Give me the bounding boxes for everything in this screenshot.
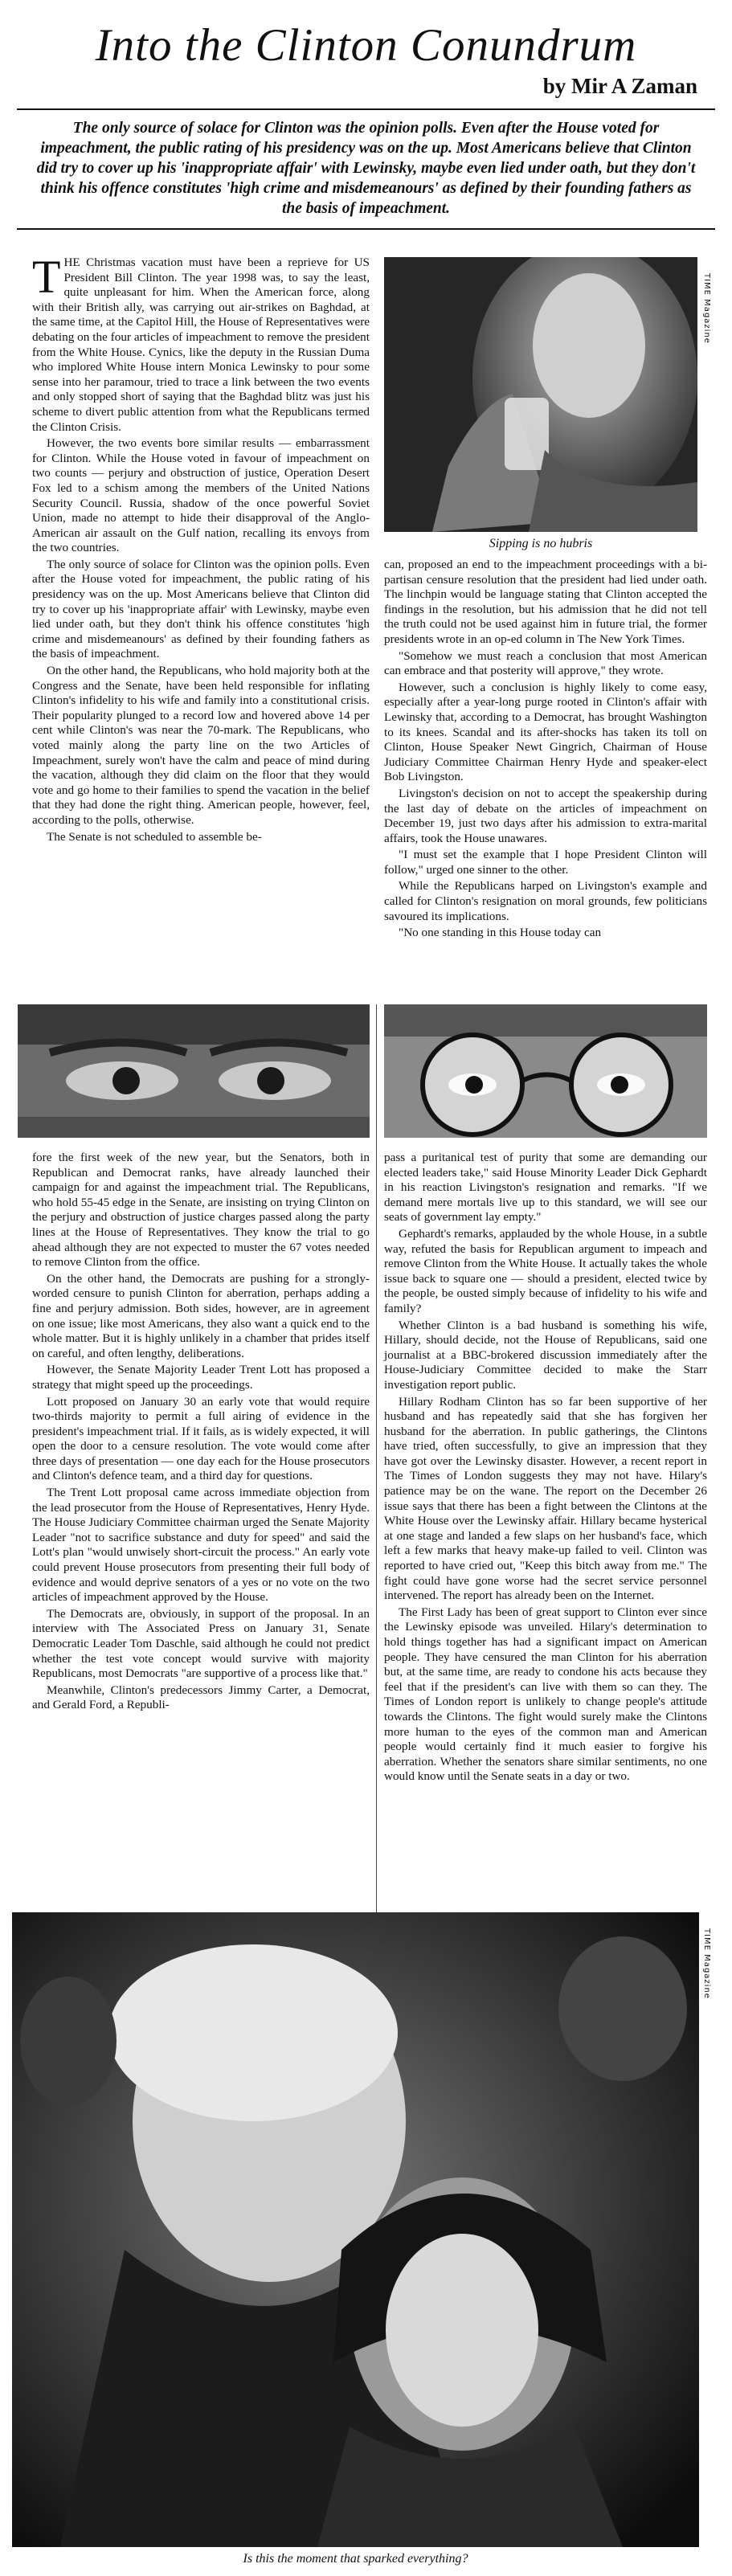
paragraph: pass a puritanical test of purity that some are demanding our elected leaders take," said House Minority Leader Dick Gephardt in his reaction Livingston's resignation and remarks. "If we demand mere mortals live up to this standard, we will see our seats of government lay empty." — [384, 1151, 707, 1225]
standfirst: The only source of solace for Clinton was the opinion polls. Even after the House voted for impeachment, the public rating of his presidency was on the up. Most Americans believe that Clinton did try to cover up his 'inappropriate affair' with Lewinsky, maybe even lied under oath, but they don't think his offence constitutes 'high crime and misdemeanours' as defined by their founding fathers as the basis of impeachment. — [36, 120, 696, 217]
paragraph: The Democrats are, obviously, in support of the proposal. In an interview with The Associated Press on January 31, Senate Democratic Leader Tom Daschle, said although he could not predict whether the test vote concept would survive with majority Republicans, most Democrats "are supportive of a process like that." — [32, 1606, 370, 1681]
paragraph: Livingston's decision on not to accept the speakership during the last day of debate on the articles of impeachment on December 19, just two days after his admission to extra-marital affairs, took the House unawares. — [384, 786, 707, 845]
column-divider — [376, 1004, 377, 1920]
paragraph: However, the two events bore similar results — embarrassment for Clinton. While the House voted in favour of impeachment on two counts — perjury and obstruction of justice, Operation Desert Fox led to a schism among the members of the United Nations Security Council. Russia, shadow of the once powerful Soviet Union, made no attempt to hide their disapproval of the Anglo-American air assault on the Gulf nation, recalling its envoys from the two countries. — [32, 436, 370, 555]
photo-eyes-glasses — [384, 1004, 707, 1138]
right-column-lower — [384, 1151, 707, 1786]
paragraph: However, the Senate Majority Leader Trent Lott has proposed a strategy that might speed up the proceedings. — [32, 1363, 370, 1392]
paragraph: While the Republicans harped on Livingston's example and called for Clinton's resignation on moral grounds, few politicians savoured its implications. — [384, 879, 707, 923]
photo-sipping — [384, 257, 697, 532]
byline: by Mir A Zaman — [542, 74, 697, 98]
paragraph: On the other hand, the Democrats are pushing for a strongly-worded censure to punish Clinton for aberration, perhaps adding a fine and perjury admission. Both sides, however, are in agreement on one issue; like most Americans, they also want a quick end to the whole matter. But it is highly unlikely in a chamber that prides itself on careful, and often lengthy, deliberations. — [32, 1271, 370, 1360]
paragraph: can, proposed an end to the impeachment proceedings with a bi-partisan censure resolution that the president had lied under oath. The linchpin would be language stating that Clinton accepted the findings in the resolution, but his admission that he did not tell the truth could not be used against him in future trial, the former presidents wrote in an op-ed column in The New York Times. — [384, 558, 707, 646]
paragraph: "Somehow we must reach a conclusion that most American can embrace and that posterity will approve," they wrote. — [384, 648, 707, 678]
photo-crowd-moment — [12, 1912, 699, 2547]
right-column-upper — [384, 558, 707, 942]
caption-sipping: Sipping is no hubris — [489, 537, 593, 550]
paragraph: "I must set the example that I hope President Clinton will follow," urged one sinner to the other. — [384, 848, 707, 877]
drop-cap: T — [32, 251, 61, 303]
paragraph: On the other hand, the Republicans, who hold majority both at the Congress and the Senate, have been held responsible for inflating Clinton's infidelity to his wife and family into a constitutional crisis. Their popularity plunged to a record low and hovered above 14 per cent while Clinton's was near the 70-mark. The Republicans, who voted mainly along the party line on the two Articles of Impeachment, surely won't have the calm and peace of mind during the vacation, although they did claim on the floor that they would vote and go home to their families to spend the vacation in the belief that they had done the right thing. American people, however, feel, according to the polls, otherwise. — [32, 664, 370, 827]
caption-moment: Is this the moment that sparked everything? — [243, 2552, 468, 2566]
headline: Into the Clinton Conundrum — [95, 20, 637, 71]
left-column-upper — [32, 251, 370, 846]
paragraph: fore the first week of the new year, but the Senators, both in Republican and Democrat ranks, have already launched their campaign for and against the impeachment trial. The Republicans, who hold 55-45 edge in the Senate, are insisting on trying Clinton on the perjury and obstruction of justice charges passed along the party lines at the House of Representatives. They know the trial to go ahead although they are not expected to muster the 67 votes needed to remove Clinton from the office. — [32, 1151, 370, 1270]
paragraph: Gephardt's remarks, applauded by the whole House, in a subtle way, refuted the basis for Republican argument to impeach and remove Clinton from the White House. It actually takes the whole issue back to square one — should a president, elected twice by the people, be ousted simply because of infidelity to his wife and family? — [384, 1226, 707, 1315]
standfirst-rule — [17, 228, 715, 230]
paragraph: The First Lady has been of great support to Clinton ever since the Lewinsky episode was unveiled. Hilary's determination to hold things together has had a significant impact on American people. They have censured the man Clinton for his aberration but, at the same time, are ready to condone his acts because they feel that if the president's can live with them so can they. The Times of London report is unlikely to change people's attitude towards the Clintons. The fight would surely make the Clintons more human to the eyes of the common man and American people would certainly find it much easier to forgive his aberration. Whether the senators share similar sentiments, no one would know until the Senate seats in a day or two. — [384, 1605, 707, 1784]
paragraph: HE Christmas vacation must have been a reprieve for US President Bill Clinton. The year 1998 was, to say the least, quite unpleasant for him. When the American force, along with their British ally, was carrying out air-strikes on Baghdad, at the same time, at the Capitol Hill, the House of Representatives were debating on the four articles of impeachment to remove the president from the White House. Cynics, like the deputy in the Russian Duma who implored White House intern Monica Lewinsky to pour some sense into her paramour, tried to trace a link between the two events and only stopped short of saying that the Baghdad blitz was just his scheme to divert public attention from what the Republicans termed the Clinton Crisis. — [32, 256, 370, 434]
paragraph: However, such a conclusion is highly likely to come easy, especially after a year-long purge rooted in Clinton's affair with Lewinsky that, according to a Democrat, has brought Washington to its knees. Scandal and its after-shocks has taken its toll on Clinton, House Speaker Newt Gingrich, Chairman of House Judiciary Committee Chairman Henry Hyde and speaker-elect Bob Livingston. — [384, 680, 707, 784]
paragraph: The Senate is not scheduled to assemble be- — [47, 829, 262, 844]
paragraph: Hillary Rodham Clinton has so far been supportive of her husband and has repeatedly said that she has forgiven her husband for the aberration. In public gatherings, the Clintons have tried, often successfully, to give an impression that they have got over the Lewinsky disaster. However, a recent report in The Times of London suggests they may not have. Hilary's patience may be on the wane. The report on the December 26 issue says that there has been a fight between the Clintons at the White House over the Lewinsky affair. Hillary became hysterical at one stage and landed a few slaps on her husband's face, which left a few marks that heavy make-up failed to veil. Clinton was reported to have cried out, "Keep this bitch away from me." The fight could have gone worse had the secret service personnel intervened. The report has already been on the Internet. — [384, 1394, 707, 1603]
paragraph: Whether Clinton is a bad husband is something his wife, Hillary, should decide, not the House of Republicans, said one journalist at a BBC-brokered discussion immediately after the House-Judiciary Committee decided to make the Starr investigation report public. — [384, 1318, 707, 1392]
paragraph: The only source of solace for Clinton was the opinion polls. Even after the House voted for impeachment, the public rating of his presidency was on the up. Most Americans believe that Clinton did try to cover up his 'inappropriate affair' with Lewinsky, maybe even lied under oath, but they don't think his offence constitutes 'high crime and misdemeanours' as defined by their founding fathers as the basis of impeachment. — [32, 557, 370, 661]
paragraph: The Trent Lott proposal came across immediate objection from the lead prosecutor from the House of Representatives, Henry Hyde. The House Judiciary Committee chairman urged the Senate Majority Leader "not to sacrifice substance and duty for speed" and said the Lott's plan "would unwisely short-circuit the process." An early vote could prevent House prosecutors from presenting their full body of evidence and would deprive senators of a yes or no vote on the two articles of impeachment approved by the House. — [32, 1486, 370, 1605]
photo-credit: TIME Magazine — [702, 1928, 711, 1999]
photo-credit: TIME Magazine — [702, 273, 711, 344]
photo-eyes-clinton — [18, 1004, 370, 1138]
paragraph: Meanwhile, Clinton's predecessors Jimmy Carter, a Democrat, and Gerald Ford, a Republi- — [32, 1683, 370, 1712]
paragraph: "No one standing in this House today can — [399, 926, 602, 940]
left-column-lower — [32, 1151, 370, 1715]
paragraph: Lott proposed on January 30 an early vote that would require two-thirds majority to permit a full airing of evidence in the president's impeachment trial. If it fails, as is widely expected, it will open the door to a censure resolution. The vote would come after three days of presentation — one day each for the House prosecutors and Clinton's defence team, and a third day for questions. — [32, 1394, 370, 1483]
